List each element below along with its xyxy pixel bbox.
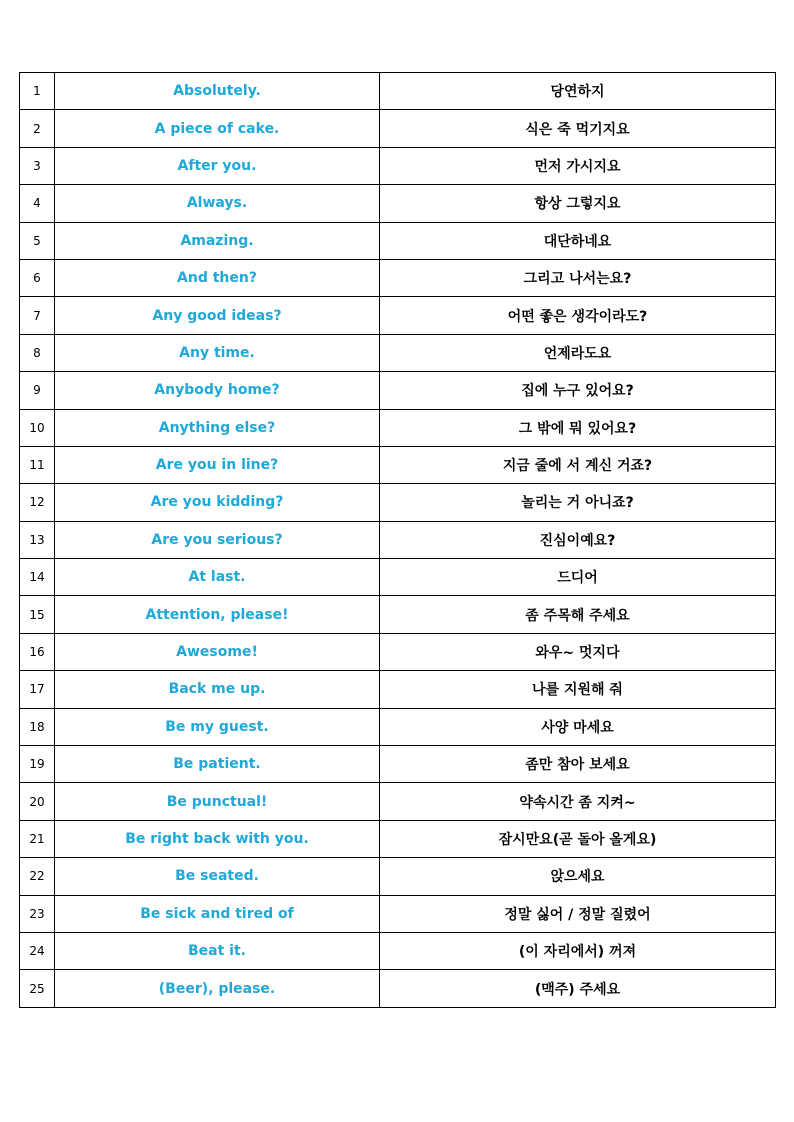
english-phrase: Be patient.: [55, 746, 380, 783]
english-phrase: And then?: [55, 259, 380, 296]
english-phrase: Be right back with you.: [55, 820, 380, 857]
table-row: [20, 633, 776, 670]
row-number: 5: [20, 222, 55, 259]
row-number: 21: [20, 820, 55, 857]
korean-translation: 먼저 가시지요: [380, 147, 776, 184]
table-row: [20, 297, 776, 334]
english-phrase: Be my guest.: [55, 708, 380, 745]
korean-translation: (이 자리에서) 꺼져: [380, 932, 776, 969]
english-phrase: Anything else?: [55, 409, 380, 446]
english-phrase: Back me up.: [55, 671, 380, 708]
row-number: 2: [20, 110, 55, 147]
table-row: [20, 932, 776, 969]
row-number: 24: [20, 932, 55, 969]
english-phrase: Absolutely.: [55, 73, 380, 110]
row-number: 17: [20, 671, 55, 708]
korean-translation: 좀 주목해 주세요: [380, 596, 776, 633]
english-phrase: (Beer), please.: [55, 970, 380, 1007]
table-row: [20, 895, 776, 932]
korean-translation: 언제라도요: [380, 334, 776, 371]
row-number: 12: [20, 484, 55, 521]
table-row: [20, 671, 776, 708]
row-number: 16: [20, 633, 55, 670]
table-row: [20, 372, 776, 409]
row-number: 22: [20, 858, 55, 895]
korean-translation: 놀리는 거 아니죠?: [380, 484, 776, 521]
table-row: [20, 783, 776, 820]
english-phrase: Be punctual!: [55, 783, 380, 820]
korean-translation: 사양 마세요: [380, 708, 776, 745]
table-row: [20, 334, 776, 371]
table-row: [20, 820, 776, 857]
row-number: 13: [20, 521, 55, 558]
english-phrase: Attention, please!: [55, 596, 380, 633]
table-row: [20, 596, 776, 633]
row-number: 23: [20, 895, 55, 932]
english-phrase: Are you serious?: [55, 521, 380, 558]
english-phrase: Beat it.: [55, 932, 380, 969]
english-phrase: Be sick and tired of: [55, 895, 380, 932]
row-number: 3: [20, 147, 55, 184]
korean-translation: 당연하지: [380, 73, 776, 110]
korean-translation: 약속시간 좀 지켜~: [380, 783, 776, 820]
table-row: [20, 708, 776, 745]
english-phrase: Always.: [55, 185, 380, 222]
korean-translation: 정말 싫어 / 정말 질렸어: [380, 895, 776, 932]
row-number: 9: [20, 372, 55, 409]
korean-translation: 집에 누구 있어요?: [380, 372, 776, 409]
english-phrase: A piece of cake.: [55, 110, 380, 147]
table-row: [20, 521, 776, 558]
korean-translation: 대단하네요: [380, 222, 776, 259]
row-number: 18: [20, 708, 55, 745]
english-phrase: After you.: [55, 147, 380, 184]
table-row: [20, 858, 776, 895]
table-row: [20, 222, 776, 259]
korean-translation: 드디어: [380, 559, 776, 596]
row-number: 19: [20, 746, 55, 783]
korean-translation: (맥주) 주세요: [380, 970, 776, 1007]
korean-translation: 와우~ 멋지다: [380, 633, 776, 670]
table-row: [20, 185, 776, 222]
row-number: 10: [20, 409, 55, 446]
korean-translation: 좀만 참아 보세요: [380, 746, 776, 783]
english-phrase: Any time.: [55, 334, 380, 371]
row-number: 8: [20, 334, 55, 371]
table-row: [20, 484, 776, 521]
table-row: [20, 746, 776, 783]
korean-translation: 잠시만요(곧 돌아 올게요): [380, 820, 776, 857]
row-number: 7: [20, 297, 55, 334]
english-phrase: Anybody home?: [55, 372, 380, 409]
table-row: [20, 73, 776, 110]
phrase-table-body: [20, 73, 776, 1008]
english-phrase: Are you kidding?: [55, 484, 380, 521]
english-phrase: Are you in line?: [55, 446, 380, 483]
korean-translation: 나를 지원해 줘: [380, 671, 776, 708]
table-row: [20, 259, 776, 296]
row-number: 4: [20, 185, 55, 222]
korean-translation: 그리고 나서는요?: [380, 259, 776, 296]
table-row: [20, 147, 776, 184]
english-phrase: At last.: [55, 559, 380, 596]
korean-translation: 앉으세요: [380, 858, 776, 895]
korean-translation: 진심이예요?: [380, 521, 776, 558]
row-number: 25: [20, 970, 55, 1007]
row-number: 1: [20, 73, 55, 110]
table-row: [20, 110, 776, 147]
english-phrase: Be seated.: [55, 858, 380, 895]
row-number: 11: [20, 446, 55, 483]
phrase-table: [19, 72, 776, 1008]
table-row: [20, 409, 776, 446]
table-row: [20, 559, 776, 596]
row-number: 6: [20, 259, 55, 296]
korean-translation: 식은 죽 먹기지요: [380, 110, 776, 147]
row-number: 20: [20, 783, 55, 820]
row-number: 15: [20, 596, 55, 633]
english-phrase: Any good ideas?: [55, 297, 380, 334]
table-row: [20, 970, 776, 1007]
table-row: [20, 446, 776, 483]
english-phrase: Amazing.: [55, 222, 380, 259]
row-number: 14: [20, 559, 55, 596]
korean-translation: 지금 줄에 서 계신 거죠?: [380, 446, 776, 483]
korean-translation: 어떤 좋은 생각이라도?: [380, 297, 776, 334]
korean-translation: 그 밖에 뭐 있어요?: [380, 409, 776, 446]
korean-translation: 항상 그렇지요: [380, 185, 776, 222]
english-phrase: Awesome!: [55, 633, 380, 670]
